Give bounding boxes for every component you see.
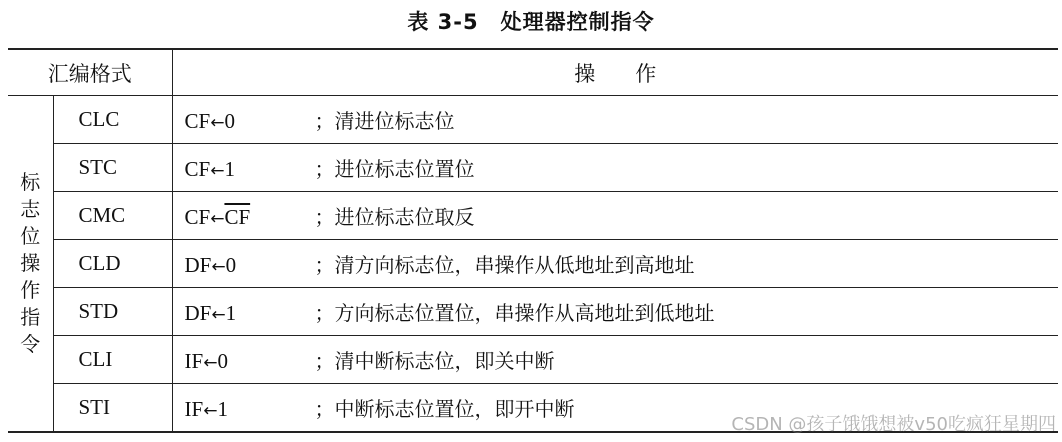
- operation-cell: [172, 288, 1058, 336]
- operation-cell: [172, 336, 1058, 384]
- table-caption: [0, 6, 1062, 36]
- operation-cell: [172, 144, 1058, 192]
- mnemonic-cell: CMC: [53, 192, 172, 240]
- watermark: CSDN @孩子饿饿想被v50吃疯狂星期四: [731, 414, 1056, 435]
- operation-comment: ；方向标志位置位，串操作从高地址到低地址: [314, 301, 715, 325]
- table-row: [8, 288, 1058, 336]
- mnemonic-cell: STC: [53, 144, 172, 192]
- operation-comment: ；进位标志位取反: [314, 205, 475, 229]
- table-body: [8, 96, 1058, 432]
- table-row: [8, 336, 1058, 384]
- operation-comment: ；进位标志位置位: [314, 157, 475, 181]
- header-row: [8, 49, 1058, 96]
- operation-expression: CF←0: [184, 109, 235, 133]
- operation-expression: CF←1: [184, 157, 235, 181]
- table-row: [8, 96, 1058, 144]
- operation-comment: ；中断标志位置位，即开中断: [314, 396, 575, 421]
- header-operation: [172, 49, 1058, 96]
- header-format: 汇编格式: [47, 61, 132, 86]
- table-row: [8, 144, 1058, 192]
- table-title: 处理器控制指令: [500, 10, 655, 34]
- table-row: [8, 240, 1058, 288]
- operation-comment: ；清中断标志位，即关中断: [314, 349, 555, 373]
- mnemonic-cell: STI: [53, 384, 172, 432]
- operation-expression: IF←0: [184, 349, 228, 373]
- operation-expression: IF←1: [184, 396, 228, 421]
- mnemonic-cell: CLD: [53, 240, 172, 288]
- operation-expression: DF←0: [184, 253, 237, 277]
- operation-cell: [172, 192, 1058, 240]
- category-char: 标: [20, 169, 41, 194]
- category-char: 作: [20, 277, 41, 302]
- mnemonic-cell: CLI: [53, 336, 172, 384]
- mnemonic-cell: CLC: [78, 107, 120, 131]
- category-cell: [8, 96, 53, 432]
- category-char: 操: [20, 250, 41, 275]
- header-operation-part-1: 操: [574, 61, 596, 86]
- category-char: 志: [20, 196, 41, 221]
- category-char: 指: [20, 304, 41, 329]
- table-number: 表 3-5: [407, 10, 479, 34]
- operation-comment: ；清进位标志位: [314, 109, 455, 133]
- operation-expression: $CF\leftarrow\overline{CF}$: [184, 205, 251, 229]
- operation-cell: [172, 96, 1058, 144]
- processor-control-table: [8, 48, 1058, 433]
- mnemonic-cell: STD: [53, 288, 172, 336]
- operation-expression: DF←1: [184, 301, 237, 325]
- table-row: [8, 192, 1058, 240]
- header-operation-part-2: 作: [635, 61, 657, 86]
- operation-comment: ；清方向标志位，串操作从低地址到高地址: [314, 253, 695, 277]
- category-char: 位: [20, 223, 41, 248]
- category-char: 令: [20, 331, 41, 356]
- operation-cell: [172, 240, 1058, 288]
